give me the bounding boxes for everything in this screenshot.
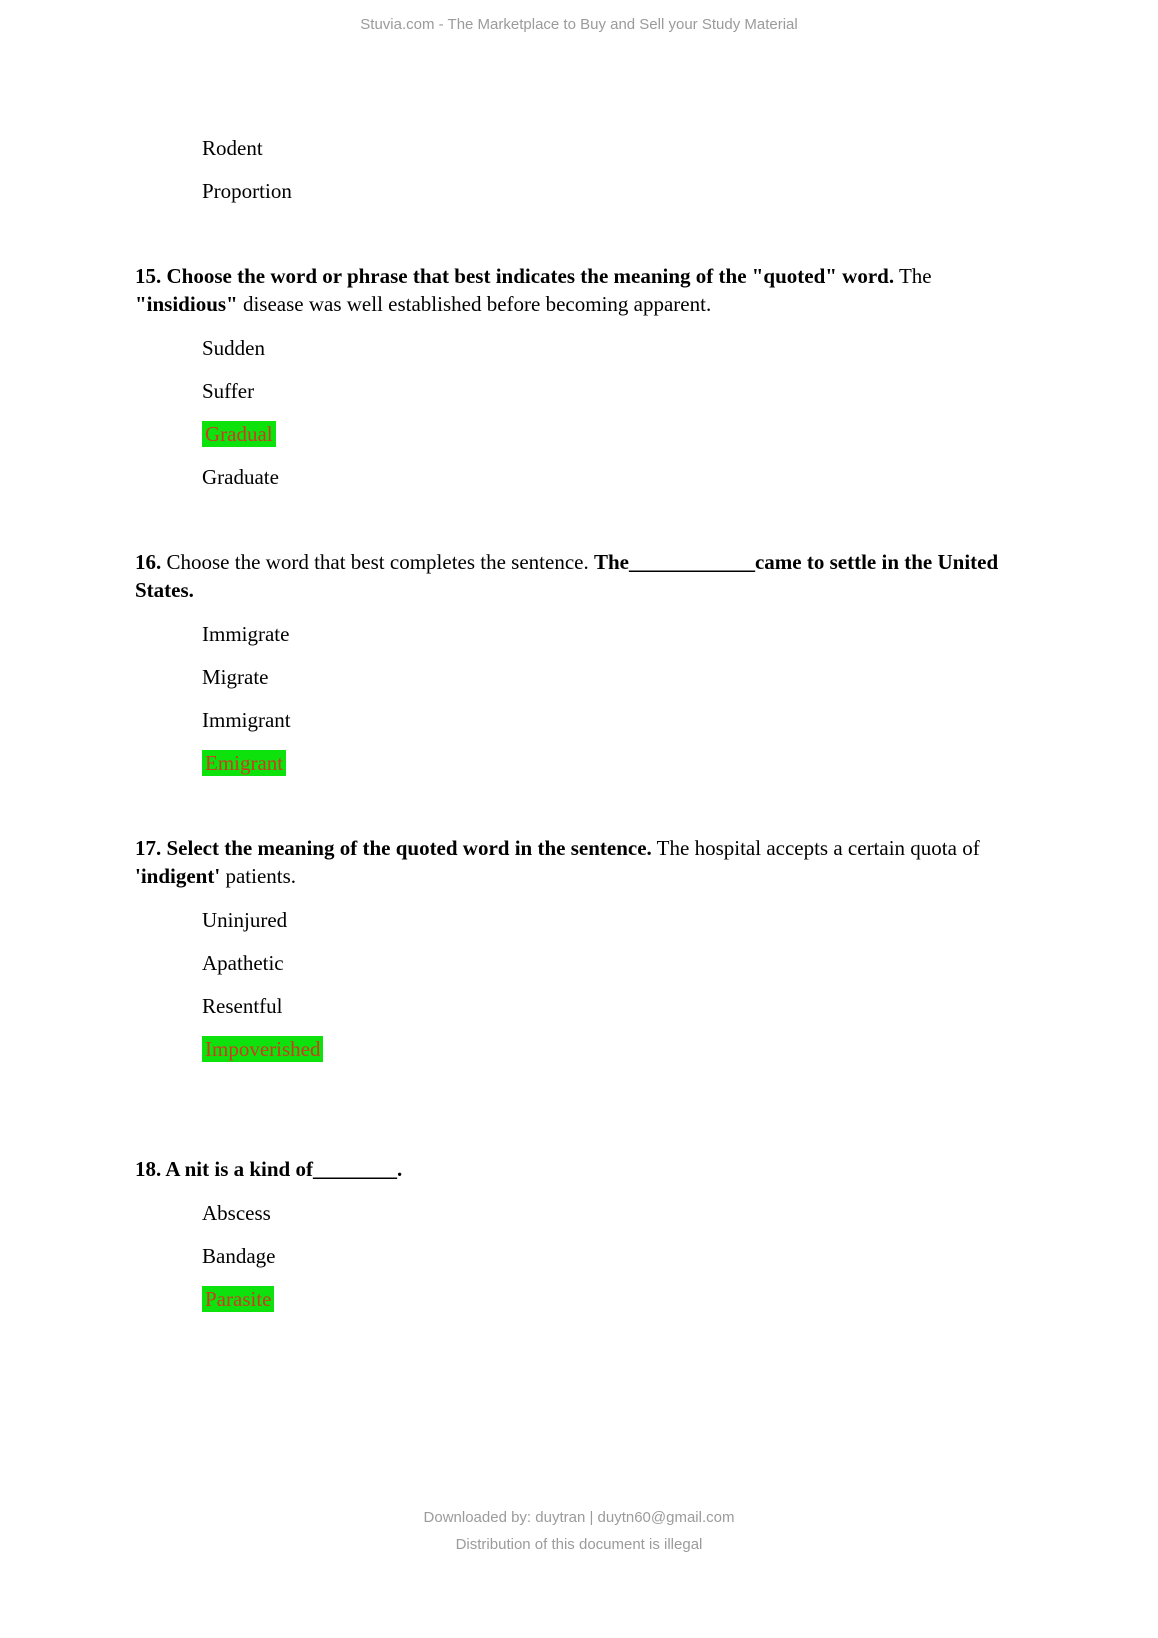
answer-option-label: Sudden: [202, 336, 265, 360]
answer-option-label: Suffer: [202, 379, 255, 403]
answer-option: [135, 377, 1027, 405]
answer-option: [135, 334, 1027, 362]
answer-option-label: Resentful: [202, 994, 283, 1018]
document-content: [135, 104, 1027, 1328]
answer-option: [135, 1199, 1027, 1227]
answer-option: [135, 1242, 1027, 1270]
answer-option-label: Gradual: [202, 421, 276, 447]
options-list: [135, 334, 1027, 491]
question-18: [135, 1155, 1027, 1313]
answer-option-label: Parasite: [202, 1286, 274, 1312]
answer-option: [135, 134, 1027, 162]
answer-option: [135, 992, 1027, 1020]
answer-option-label: Proportion: [202, 179, 292, 203]
answer-option-label: Abscess: [202, 1201, 271, 1225]
answer-option-correct: [135, 749, 1027, 777]
page-header: Stuvia.com - The Marketplace to Buy and Sell your Study Material: [360, 16, 798, 33]
answer-option-correct: [135, 1035, 1027, 1063]
answer-option-label: Immigrate: [202, 622, 290, 646]
answer-option-correct: [135, 420, 1027, 448]
footer-distribution-notice: Distribution of this document is illegal: [455, 1536, 703, 1553]
answer-option-label: Migrate: [202, 665, 269, 689]
answer-option-label: Bandage: [202, 1244, 276, 1268]
answer-option-label: Graduate: [202, 465, 279, 489]
page-footer: [0, 1504, 1158, 1558]
question-text: 16. Choose the word that best completes the sentence. The____________came to settle in the United States.: [135, 550, 999, 602]
answer-option: [135, 463, 1027, 491]
options-list: [135, 620, 1027, 777]
question-text: 15. Choose the word or phrase that best indicates the meaning of the "quoted" word. The "insidious" disease was well established before becoming apparent.: [135, 264, 932, 316]
footer-downloaded-by: Downloaded by: duytran | duytn60@gmail.com: [423, 1509, 735, 1526]
question-15: [135, 262, 1027, 491]
answer-option-label: Uninjured: [202, 908, 288, 932]
answer-option-correct: [135, 1285, 1027, 1313]
previous-question-options: [135, 134, 1027, 205]
answer-option: [135, 620, 1027, 648]
answer-option: [135, 663, 1027, 691]
question-text: 18. A nit is a kind of________.: [135, 1157, 403, 1181]
answer-option: [135, 706, 1027, 734]
answer-option-label: Emigrant: [202, 750, 286, 776]
answer-option-label: Rodent: [202, 136, 263, 160]
answer-option-label: Apathetic: [202, 951, 284, 975]
question-16: [135, 548, 1027, 777]
answer-option-label: Immigrant: [202, 708, 291, 732]
answer-option: [135, 177, 1027, 205]
options-list: [135, 1199, 1027, 1313]
answer-option: [135, 906, 1027, 934]
question-17: [135, 834, 1027, 1063]
options-list: [135, 906, 1027, 1063]
answer-option-label: Impoverished: [202, 1036, 323, 1062]
answer-option: [135, 949, 1027, 977]
question-text: 17. Select the meaning of the quoted word in the sentence. The hospital accepts a certain quota of 'indigent' patients.: [135, 836, 980, 888]
questions-list: [135, 262, 1027, 1313]
